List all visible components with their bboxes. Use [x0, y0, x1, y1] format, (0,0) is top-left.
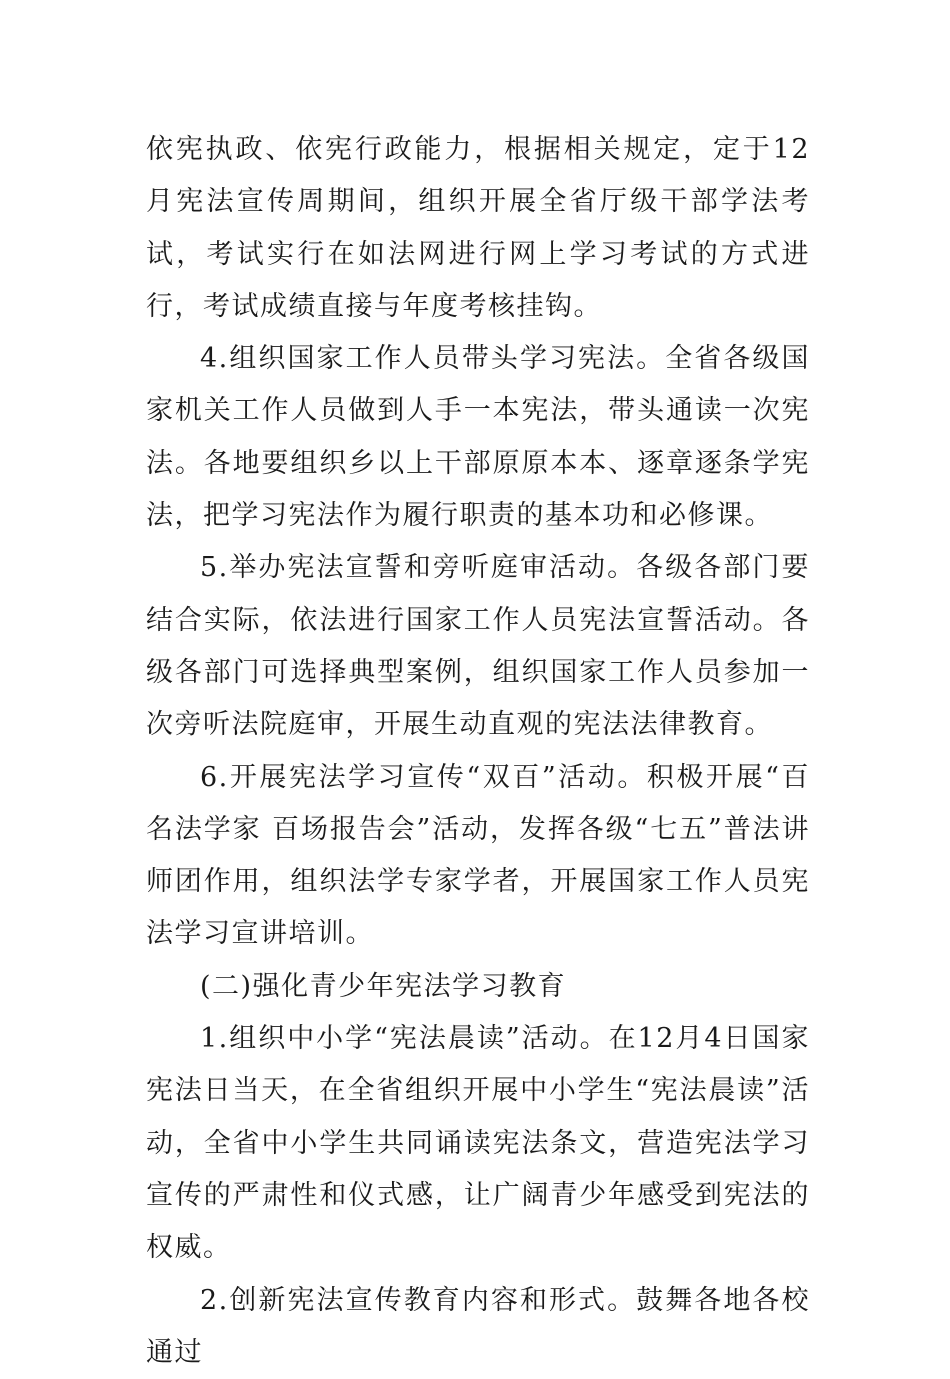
paragraph-item-4: 4.组织国家工作人员带头学习宪法。全省各级国家机关工作人员做到人手一本宪法，带头通读一次宪法。各地要组织乡以上干部原原本本、逐章逐条学宪法，把学习宪法作为履行职责的基本功和必修课。	[146, 343, 810, 532]
document-body	[146, 124, 810, 1379]
paragraph-item-5: 5.举办宪法宣誓和旁听庭审活动。各级各部门要结合实际，依法进行国家工作人员宪法宣誓活动。各级各部门可选择典型案例，组织国家工作人员参加一次旁听法院庭审，开展生动直观的宪法法律教育。	[146, 552, 810, 741]
paragraph-youth-item-2: 2.创新宪法宣传教育内容和形式。鼓舞各地各校通过	[146, 1284, 810, 1368]
paragraph-youth-item-1: 1.组织中小学“宪法晨读”活动。在12月4日国家宪法日当天，在全省组织开展中小学生“宪法晨读”活动，全省中小学生共同诵读宪法条文，营造宪法学习宣传的严肃性和仪式感，让广阔青少年感受到宪法的权威。	[146, 1023, 810, 1264]
paragraph-item-6: 6.开展宪法学习宣传“双百”活动。积极开展“百名法学家 百场报告会”活动，发挥各级“七五”普法讲师团作用，组织法学专家学者，开展国家工作人员宪法学习宣讲培训。	[146, 761, 810, 950]
paragraph-continuation: 依宪执政、依宪行政能力，根据相关规定，定于12月宪法宣传周期间，组织开展全省厅级干部学法考试，考试实行在如法网进行网上学习考试的方式进行，考试成绩直接与年度考核挂钩。	[146, 134, 810, 322]
section-heading-youth: (二)强化青少年宪法学习教育	[200, 970, 567, 1002]
